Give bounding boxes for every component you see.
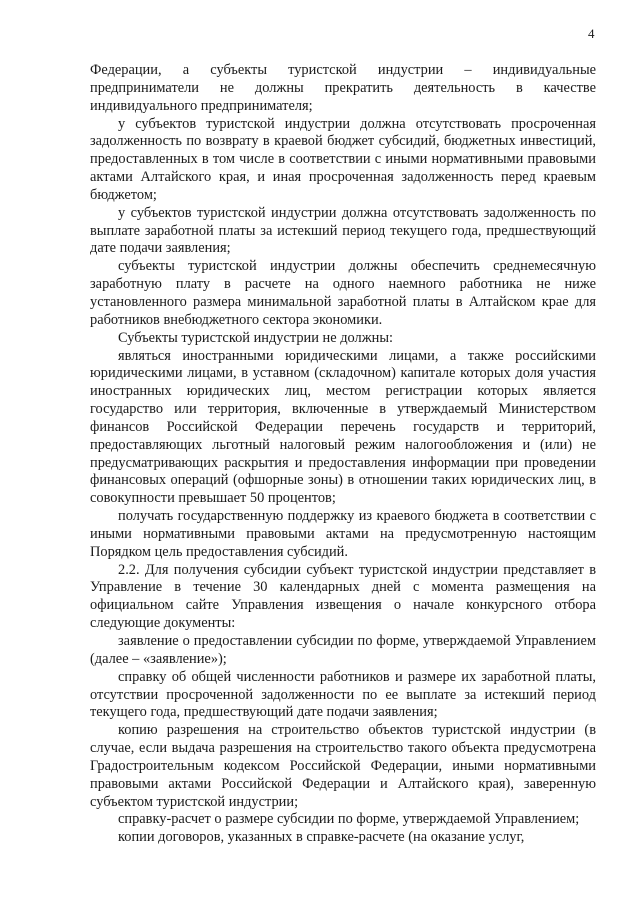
paragraph-staff-certificate: справку об общей численности работников и размере их заработной платы, отсутствии просроченной задолженности по ее выплате за истекший период текущего года, предшествующий дате подачи заявления; <box>90 668 596 721</box>
paragraph-continuation: Федерации, а субъекты туристской индустрии – индивидуальные предприниматели не должны прекратить деятельность в качестве индивидуального предпринимателя; <box>90 62 596 114</box>
paragraph-application: заявление о предоставлении субсидии по форме, утверждаемой Управлением (далее – «заявление»); <box>90 633 596 667</box>
paragraph-must-not-heading: Субъекты туристской индустрии не должны: <box>118 329 394 346</box>
paragraph-state-support: получать государственную поддержку из краевого бюджета в соответствии с иными нормативными правовыми актами на предусмотренную настоящим Порядком цель предоставления субсидий. <box>90 508 596 560</box>
paragraph-average-salary: субъекты туристской индустрии должны обеспечить среднемесячную заработную плату в расчете на одного наемного работника не ниже установленного размера минимальной заработной платы в Алтайском крае для работников внебюджетного сектора экономики. <box>90 258 596 328</box>
paragraph-no-salary-debt: у субъектов туристской индустрии должна отсутствовать задолженность по выплате заработной платы за истекший период текущего года, предшествующий дате подачи заявления; <box>90 204 596 257</box>
document-body <box>90 62 596 847</box>
paragraph-no-budget-debt: у субъектов туристской индустрии должна отсутствовать просроченная задолженность по возврату в краевой бюджет субсидий, бюджетных инвестиций, предоставленных в том числе в соответствии с иными нормативными правовыми актами Алтайского края, и иная просроченная задолженность перед краевым бюджетом; <box>90 115 596 203</box>
paragraph-building-permit: копию разрешения на строительство объектов туристской индустрии (в случае, если выдача разрешения на строительство такого объекта предусмотрена Градостроительным кодексом Российской Федерации, иными нормативными правовыми актами Российской Федерации и Алтайского края), заверенную субъектом туристской индустрии; <box>90 722 596 810</box>
paragraph-contracts: копии договоров, указанных в справке-расчете (на оказание услуг, <box>118 829 525 846</box>
page-number: 4 <box>588 26 595 41</box>
paragraph-section-2-2: 2.2. Для получения субсидии субъект туристской индустрии представляет в Управление в течение 30 календарных дней с момента размещения на официальном сайте Управления извещения о начале конкурсного отбора следующие документы: <box>90 561 596 632</box>
paragraph-foreign-entities: являться иностранными юридическими лицами, а также российскими юридическими лицами, в уставном (складочном) капитале которых доля участия иностранных юридических лиц, местом регистрации которых является государство или территория, включенные в утверждаемый Министерством финансов Российской Федерации перечень государств и территорий, предоставляющих льготный налоговый режим налогообложения и (или) не предусматривающих раскрытия и предоставления информации при проведении финансовых операций (офшорные зоны) в отношении таких юридических лиц, в совокупности превышает 50 процентов; <box>90 347 596 507</box>
paragraph-calculation: справку-расчет о размере субсидии по форме, утверждаемой Управлением; <box>118 811 580 828</box>
